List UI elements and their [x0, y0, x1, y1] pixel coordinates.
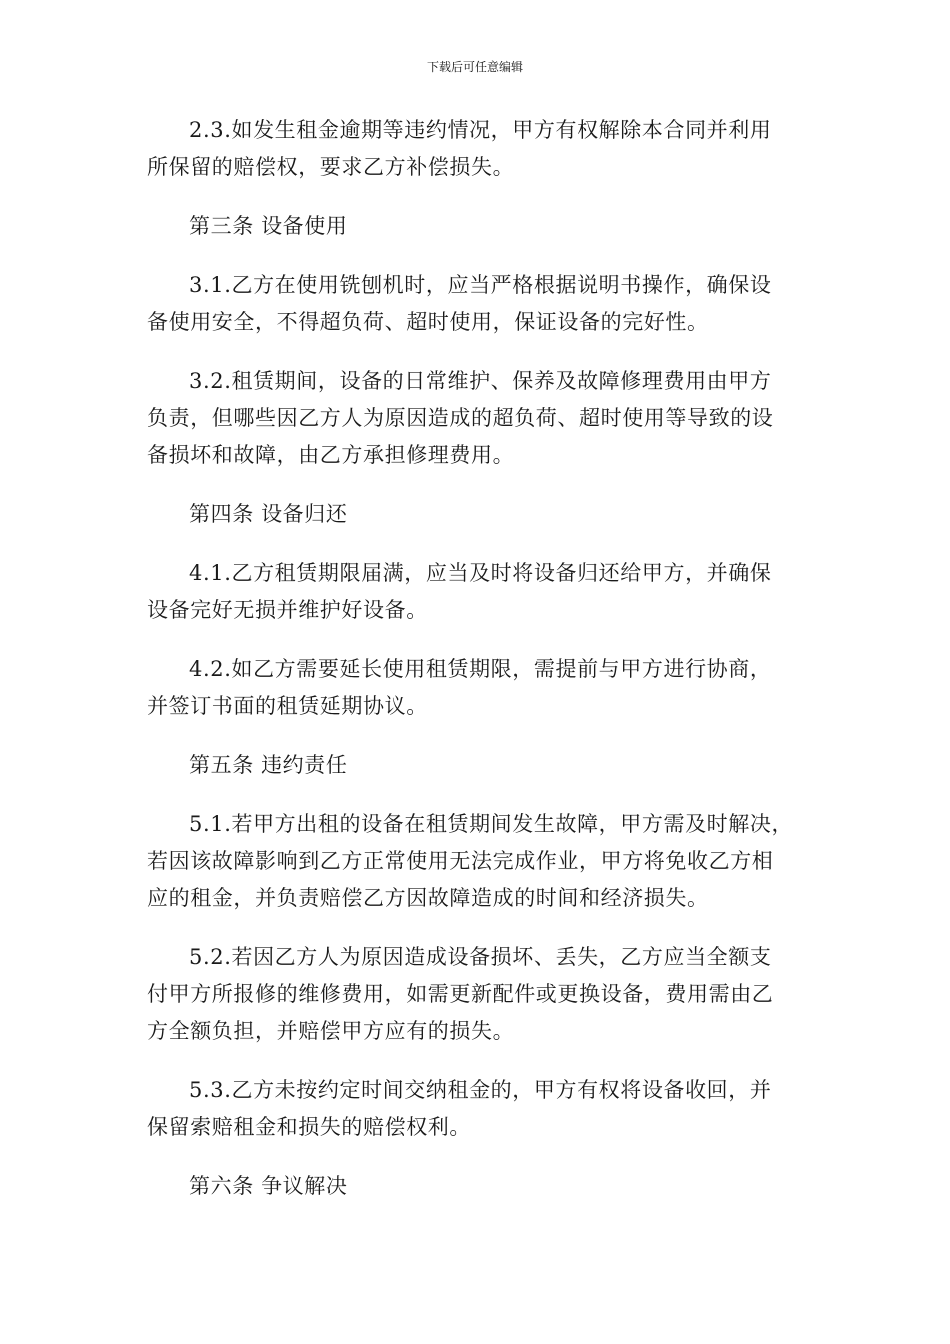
paragraph-line: 3.1.乙方在使用铣刨机时，应当严格根据说明书操作，确保设 [189, 273, 772, 297]
clause-paragraph [147, 939, 807, 1050]
page-header: 下载后可任意编辑 [426, 60, 523, 74]
paragraph-line: 方全额负担，并赔偿甲方应有的损失。 [147, 1019, 515, 1043]
paragraph-line: 5.2.若因乙方人为原因造成设备损坏、丢失，乙方应当全额支 [189, 945, 772, 969]
paragraph-line: 设备完好无损并维护好设备。 [147, 598, 428, 622]
clause-paragraph [147, 651, 807, 725]
clause-paragraph [147, 806, 807, 917]
paragraph-line: 5.1.若甲方出租的设备在租赁期间发生故障，甲方需及时解决， [189, 812, 794, 836]
paragraph-line: 4.2.如乙方需要延长使用租赁期限，需提前与甲方进行协商， [189, 657, 772, 681]
paragraph-line: 应的租金，并负责赔偿乙方因故障造成的时间和经济损失。 [147, 886, 709, 910]
paragraph-line: 2.3.如发生租金逾期等违约情况，甲方有权解除本合同并利用 [189, 118, 772, 142]
paragraph-line: 付甲方所报修的维修费用，如需更新配件或更换设备，费用需由乙 [147, 982, 774, 1006]
paragraph-line: 备损坏和故障，由乙方承担修理费用。 [147, 443, 515, 467]
paragraph-line: 负责，但哪些因乙方人为原因造成的超负荷、超时使用等导致的设 [147, 406, 774, 430]
clause-paragraph [147, 1072, 807, 1146]
paragraph-line: 并签订书面的租赁延期协议。 [147, 694, 428, 718]
document-body [147, 112, 807, 1227]
paragraph-line: 若因该故障影响到乙方正常使用无法完成作业，甲方将免收乙方相 [147, 849, 774, 873]
section-heading: 第三条 设备使用 [189, 214, 348, 238]
paragraph-line: 3.2.租赁期间，设备的日常维护、保养及故障修理费用由甲方 [189, 369, 772, 393]
paragraph-line: 备使用安全，不得超负荷、超时使用，保证设备的完好性。 [147, 310, 709, 334]
clause-paragraph [147, 112, 807, 186]
clause-paragraph [147, 267, 807, 341]
section-heading: 第四条 设备归还 [189, 502, 348, 526]
clause-paragraph [147, 363, 807, 474]
paragraph-line: 所保留的赔偿权，要求乙方补偿损失。 [147, 155, 515, 179]
paragraph-line: 5.3.乙方未按约定时间交纳租金的，甲方有权将设备收回，并 [189, 1078, 772, 1102]
paragraph-line: 保留索赔租金和损失的赔偿权利。 [147, 1115, 471, 1139]
clause-paragraph [147, 555, 807, 629]
paragraph-line: 4.1.乙方租赁期限届满，应当及时将设备归还给甲方，并确保 [189, 561, 772, 585]
section-heading: 第六条 争议解决 [189, 1174, 348, 1198]
section-heading: 第五条 违约责任 [189, 753, 348, 777]
